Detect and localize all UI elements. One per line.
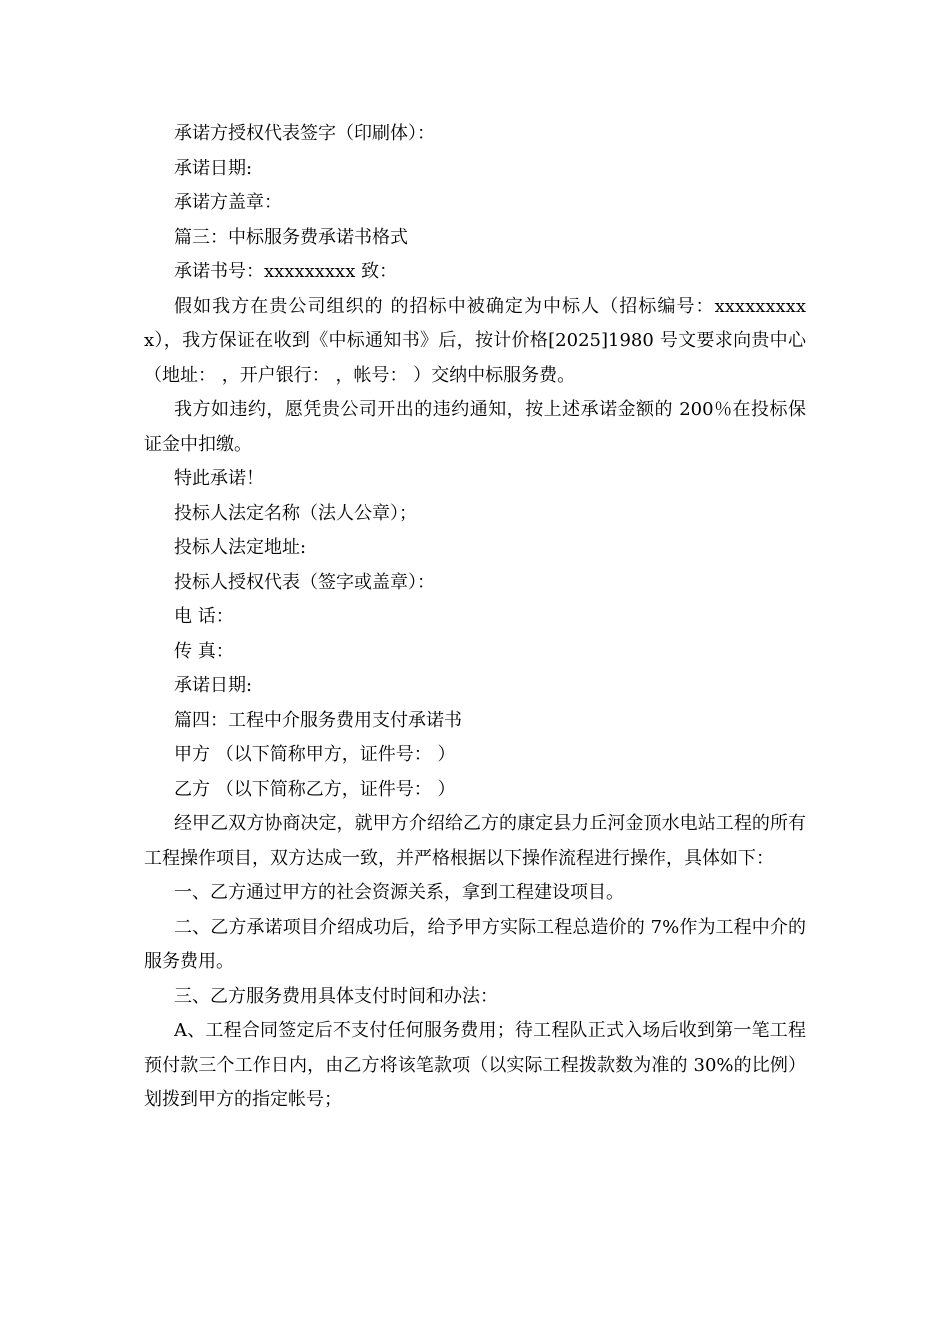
paragraph-party-a: 甲方 （以下简称甲方，证件号： ） [174,744,456,765]
paragraph-phone: 电 话： [174,606,234,627]
paragraph-bidder-rep: 投标人授权代表（签字或盖章）： [174,571,435,593]
paragraph-bidder-address: 投标人法定地址: [174,537,307,558]
paragraph-clause-2: 二、乙方承诺项目介绍成功后，给予甲方实际工程总造价的 7%作为工程中介的服务费用。 [144,916,806,972]
paragraph-breach: 我方如违约，愿凭贵公司开出的违约通知，按上述承诺金额的 200％在投标保证金中扣缴。 [144,399,806,455]
paragraph-commit-number: 承诺书号：xxxxxxxxx 致： [174,261,398,282]
paragraph-signature-print: 承诺方授权代表签字（印刷体）： [174,123,435,144]
paragraph-commit-date-2: 承诺日期: [174,675,253,696]
paragraph-bid-commitment: 假如我方在贵公司组织的 的招标中被确定为中标人（招标编号：xxxxxxxxxx），我方保证在收到《中标通知书》后，按计价格[2025]1980 号文要求向贵中心（地址： ，开户银行： ，帐号： ）交纳中标服务费。 [144,295,806,386]
section-heading-3: 篇三：中标服务费承诺书格式 [174,226,408,248]
document-body [144,117,806,1118]
paragraph-seal: 承诺方盖章： [174,192,282,213]
paragraph-party-b: 乙方 （以下简称乙方，证件号： ） [174,778,456,800]
paragraph-bidder-name: 投标人法定名称（法人公章）； [174,502,417,524]
paragraph-agreement: 经甲乙双方协商决定，就甲方介绍给乙方的康定县力丘河金顶水电站工程的所有工程操作项目，双方达成一致，并严格根据以下操作流程进行操作，具体如下： [144,813,806,869]
paragraph-clause-3a: A、工程合同签定后不支付任何服务费用；待工程队正式入场后收到第一笔工程预付款三个工作日内，由乙方将该笔款项（以实际工程拨款数为准的 30%的比例）划拨到甲方的指定帐号； [144,1020,806,1110]
paragraph-commit-date: 承诺日期: [174,157,253,179]
paragraph-clause-3: 三、乙方服务费用具体支付时间和办法： [174,985,498,1007]
paragraph-fax: 传 真： [174,640,234,662]
section-heading-4: 篇四：工程中介服务费用支付承诺书 [174,709,462,731]
paragraph-clause-1: 一、乙方通过甲方的社会资源关系，拿到工程建设项目。 [174,882,624,903]
paragraph-hereby: 特此承诺！ [174,468,264,489]
